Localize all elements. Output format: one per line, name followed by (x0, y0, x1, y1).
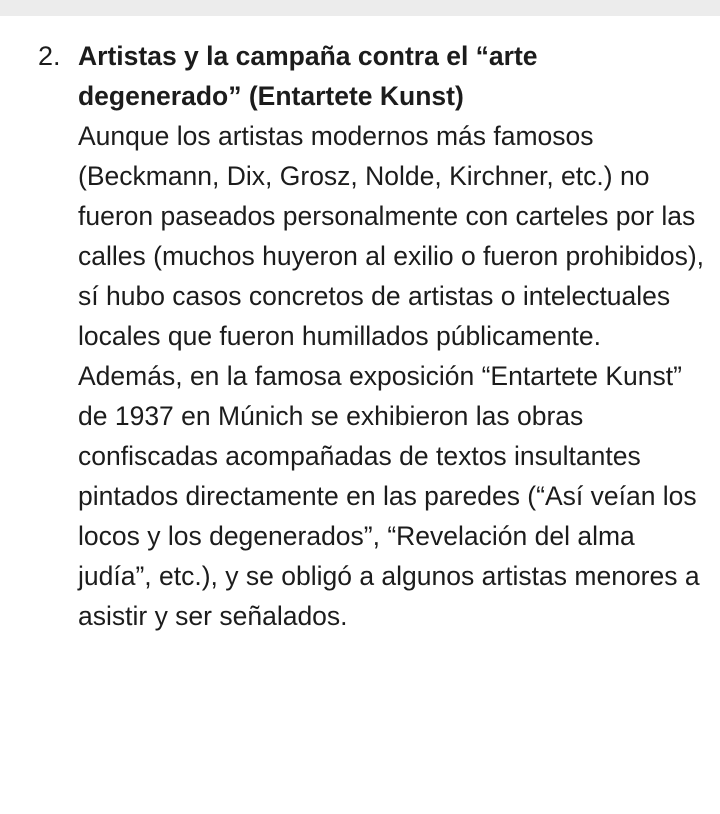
list-item-body (78, 36, 708, 636)
list-item-number: 2. (38, 41, 61, 71)
paragraph-2: Además, en la famosa exposición “Entartete Kunst” de 1937 en Múnich se exhibieron las obras confiscadas acompañadas de textos insultantes pintados directamente en las paredes (“Así veían los locos y los degenerados”, “Revelación del alma judía”, etc.), y se obligó a algunos artistas menores a asistir y ser señalados. (78, 361, 700, 631)
list-item (38, 36, 705, 636)
content-card (0, 16, 720, 814)
top-strip (0, 0, 720, 16)
paragraph-1: Aunque los artistas modernos más famosos (Beckmann, Dix, Grosz, Nolde, Kirchner, etc.) no fueron paseados personalmente con carteles por las calles (muchos huyeron al exilio o fueron prohibidos), sí hubo casos concretos de artistas o intelectuales locales que fueron humillados públicamente. (78, 121, 705, 351)
list-item-heading: Artistas y la campaña contra el “arte degenerado” (Entartete Kunst) (78, 41, 538, 111)
